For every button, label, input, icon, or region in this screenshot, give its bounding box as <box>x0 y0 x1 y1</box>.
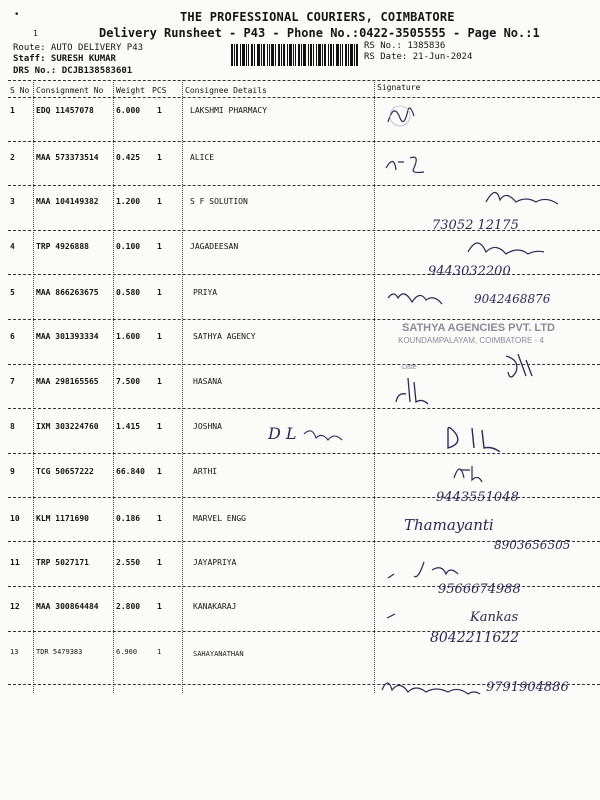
signature-row-2 <box>382 148 442 180</box>
row-rule <box>8 319 600 320</box>
row-12-consignment: MAA 300864484 <box>36 602 99 611</box>
handwritten-number-row-10: 8903656505 <box>494 538 571 552</box>
row-11-pcs: 1 <box>157 558 162 567</box>
row-6-consignee: SATHYA AGENCY <box>193 332 256 341</box>
row-10-weight: 0.186 <box>116 514 141 523</box>
runsheet-title: Delivery Runsheet - P43 - Phone No.:0422-3505555 - Page No.:1 <box>99 26 540 40</box>
row-7-sno: 7 <box>10 377 15 386</box>
page-mark: 1 <box>33 29 38 38</box>
row-2-sno: 2 <box>10 153 15 162</box>
row-13-consignment: TDR 5479383 <box>36 648 83 656</box>
row-1-pcs: 1 <box>157 106 162 115</box>
row-13-sno: 13 <box>10 648 19 656</box>
row-5-consignee: PRIYA <box>193 288 218 297</box>
row-1-weight: 6.000 <box>116 106 141 115</box>
row-6-sno: 6 <box>10 332 15 341</box>
signature-row-4 <box>462 236 552 262</box>
row-rule <box>8 453 600 454</box>
signature-row-7 <box>390 372 440 408</box>
row-4-consignment: TRP 4926888 <box>36 242 89 251</box>
row-1-consignment: EDQ 11457078 <box>36 106 94 115</box>
row-9-pcs: 1 <box>157 467 162 476</box>
row-13-weight: 6.900 <box>116 648 138 656</box>
column-divider <box>113 80 114 693</box>
row-5-consignment: MAA 866263675 <box>36 288 99 297</box>
rs-number: RS No.: 1385836 <box>364 41 446 51</box>
row-2-consignment: MAA 573373514 <box>36 153 99 162</box>
route-label: Route: AUTO DELIVERY P43 <box>13 43 144 53</box>
col-header-sno: S No <box>10 86 30 95</box>
col-header-consignee: Consignee Details <box>185 86 267 95</box>
company-stamp-address: KOUNDAMPALAYAM, COIMBATORE - 4 <box>398 336 544 345</box>
handwritten-number-row-4: 9443032200 <box>428 264 511 279</box>
handwritten-number-row-3: 73052 12175 <box>432 218 519 233</box>
table-header-rule <box>8 97 600 98</box>
row-2-weight: 0.425 <box>116 153 141 162</box>
row-8-consignee: JOSHNA <box>193 422 222 431</box>
row-12-weight: 2.800 <box>116 602 141 611</box>
row-11-weight: 2.550 <box>116 558 141 567</box>
table-top-rule <box>8 80 600 81</box>
company-title: THE PROFESSIONAL COURIERS, COIMBATORE <box>180 10 455 24</box>
company-stamp-name: SATHYA AGENCIES PVT. LTD <box>402 322 556 334</box>
signature-row-5 <box>384 284 464 310</box>
row-rule <box>8 274 600 275</box>
row-4-pcs: 1 <box>157 242 162 251</box>
handwritten-name-row-12: Kankas <box>470 610 519 625</box>
row-4-consignee: JAGADEESAN <box>190 242 239 251</box>
signature-row-9 <box>450 460 490 484</box>
row-8-weight: 1.415 <box>116 422 141 431</box>
row-3-consignee: S F SOLUTION <box>190 197 248 206</box>
row-2-pcs: 1 <box>157 153 162 162</box>
column-divider <box>182 80 183 693</box>
drs-number: DRS No.: DCJB138583601 <box>13 66 133 76</box>
row-5-sno: 5 <box>10 288 15 297</box>
row-4-sno: 4 <box>10 242 15 251</box>
row-6-pcs: 1 <box>157 332 162 341</box>
row-6-consignment: MAA 301393334 <box>36 332 99 341</box>
col-header-signature: Signature <box>377 83 421 92</box>
row-3-consignment: MAA 104149382 <box>36 197 99 206</box>
col-header-consignment: Consignment No <box>36 86 104 95</box>
row-3-sno: 3 <box>10 197 15 206</box>
handwritten-mark-row-8 <box>300 422 360 442</box>
row-9-consignee: ARTHI <box>193 467 218 476</box>
row-1-consignee: LAKSHMI PHARMACY <box>190 106 268 115</box>
row-rule <box>8 408 600 409</box>
handwritten-number-row-13: 9791904886 <box>486 680 569 695</box>
row-10-consignment: KLM 1171690 <box>36 514 89 523</box>
handwritten-number-row-12: 8042211622 <box>430 630 520 646</box>
row-8-consignment: IXM 303224760 <box>36 422 99 431</box>
handwritten-initials-row-8: D L <box>268 424 297 443</box>
row-2-consignee: ALICE <box>190 153 215 162</box>
row-7-pcs: 1 <box>157 377 162 386</box>
row-11-consignment: TRP 5027171 <box>36 558 89 567</box>
column-divider <box>33 80 34 693</box>
row-rule <box>8 141 600 142</box>
signature-row-12 <box>384 608 400 624</box>
col-header-weight: Weight <box>116 86 145 95</box>
row-7-consignee: HASANA <box>193 377 222 386</box>
row-12-sno: 12 <box>10 602 20 611</box>
column-divider <box>374 80 375 693</box>
row-9-consignment: TCG 50657222 <box>36 467 94 476</box>
col-header-pcs: PCS <box>152 86 167 95</box>
row-3-weight: 1.200 <box>116 197 141 206</box>
row-5-weight: 0.580 <box>116 288 141 297</box>
row-13-pcs: 1 <box>157 648 162 656</box>
row-7-consignment: MAA 298165565 <box>36 377 99 386</box>
staff-label: Staff: SURESH KUMAR <box>13 54 116 64</box>
row-7-weight: 7.500 <box>116 377 141 386</box>
row-13-consignee: SAHAYANATHAN <box>193 650 244 658</box>
handwritten-name-row-10: Thamayanti <box>404 516 494 534</box>
handwritten-number-row-11: 9566674988 <box>438 582 521 597</box>
barcode-image <box>231 44 358 66</box>
row-8-pcs: 1 <box>157 422 162 431</box>
handwritten-number-row-9: 9443551048 <box>436 490 519 505</box>
row-10-pcs: 1 <box>157 514 162 523</box>
row-5-pcs: 1 <box>157 288 162 297</box>
signature-row-1 <box>380 100 420 136</box>
row-10-sno: 10 <box>10 514 20 523</box>
signature-row-8 <box>440 422 510 452</box>
company-stamp-date-label: Date <box>402 364 417 371</box>
row-6-weight: 1.600 <box>116 332 141 341</box>
signature-row-13 <box>376 674 486 698</box>
row-9-sno: 9 <box>10 467 15 476</box>
corner-mark: • <box>14 10 20 20</box>
row-8-sno: 8 <box>10 422 15 431</box>
handwritten-number-row-5: 9042468876 <box>474 292 551 306</box>
row-10-consignee: MARVEL ENGG <box>193 514 246 523</box>
row-4-weight: 0.100 <box>116 242 141 251</box>
row-9-weight: 66.840 <box>116 467 145 476</box>
row-12-consignee: KANAKARAJ <box>193 602 237 611</box>
row-1-sno: 1 <box>10 106 15 115</box>
row-11-consignee: JAYAPRIYA <box>193 558 237 567</box>
rs-date: RS Date: 21-Jun-2024 <box>364 52 473 62</box>
signature-row-3 <box>480 184 570 214</box>
row-3-pcs: 1 <box>157 197 162 206</box>
row-12-pcs: 1 <box>157 602 162 611</box>
row-11-sno: 11 <box>10 558 20 567</box>
signature-row-6 <box>500 350 540 384</box>
